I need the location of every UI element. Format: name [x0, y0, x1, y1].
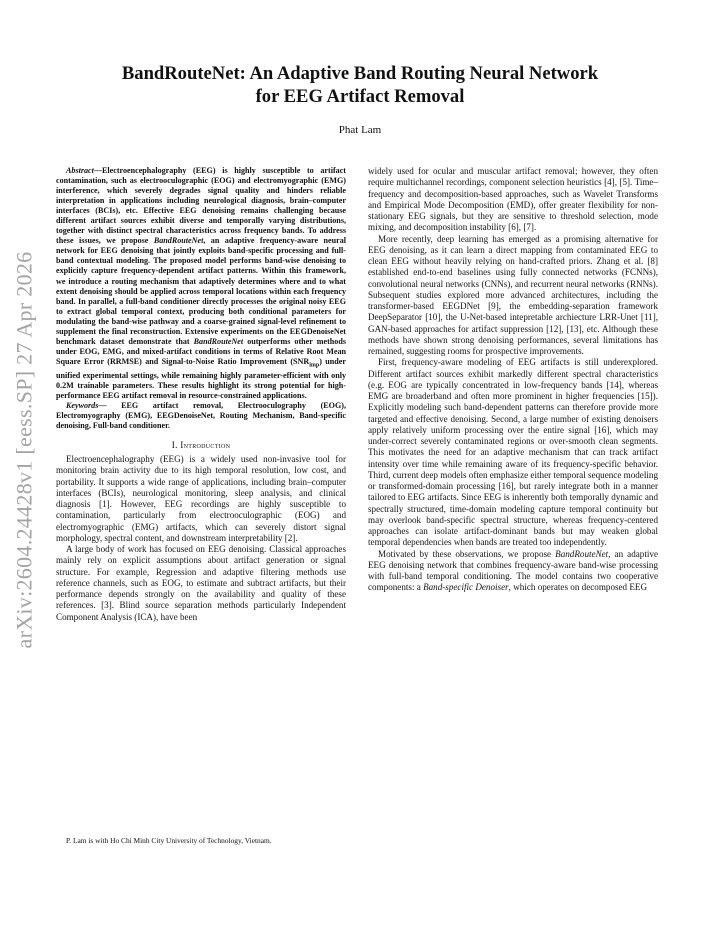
abstract-label: Abstract: [66, 166, 94, 175]
abstract-text-1: Electroencephalography (EEG) is highly susceptible to artifact contamination, such as electrooculographic (EOG) and electromyographic (EMG) interference, which severely degrades signal quality and hinders reliable interpretation in applications including neurological diagnosis, brain–computer interfaces (BCIs), etc. Effective EEG denoising remains challenging because different artifact sources exhibit diverse and temporally varying distributions, together with distinct spectral characteristics across frequency bands. To address these issues, we propose: [56, 166, 346, 246]
abstract-text-4: ) under unified experimental settings, while remaining highly parameter-efficient with only 0.2M trainable parameters. These results highlight its strong potential for high-performance EEG artifact removal in resource-constrained applications.: [56, 356, 346, 400]
intro-paragraph-3: More recently, deep learning has emerged as a promising alternative for EEG denoising, as it can learn a direct mapping from contaminated EEG to clean EEG without heavily relying on hand-crafted priors. Zhang et al. [8] established end-to-end baselines using fully connected networks (FCNNs), convolutional neural networks (CNNs), and recurrent neural networks (RNNs). Subsequent studies explored more advanced architectures, including the transformer-based EEGDNet [9], the embedding-separation framework DeepSeparator [10], the U-Net-based intepretable archiecture LRR-Unet [11], GAN-based approaches for artifact suppression [12], [13], etc. Although these methods have shown strong denoising performances, several limitations has remained, suggesting rooms for prospective improvements.: [368, 233, 658, 356]
abstract-model-name-2: BandRouteNet: [193, 336, 244, 346]
abstract-dash: —: [93, 166, 102, 175]
title-line-1: BandRouteNet: An Adaptive Band Routing Neural Network: [121, 63, 599, 84]
intro-paragraph-1: Electroencephalography (EEG) is a widely used non-invasive tool for monitoring brain activity due to its high temporal resolution, low cost, and portability. It supports a wide range of applications, including brain–computer interfaces (BCIs), neurological monitoring, sleep analysis, and clinical diagnosis [1]. However, EEG recordings are highly susceptible to contamination, particularly from electrooculographic (EOG) and electromyographic (EMG) artifacts, which can severely distort signal morphology, spectral content, and downstream interpretability [2].: [56, 454, 346, 543]
title-line-2: for EEG Artifact Removal: [255, 86, 465, 107]
intro-p5-model-name: BandRouteNet: [555, 548, 609, 559]
intro-p5-text-2: , an adaptive EEG denoising network that combines frequency-aware band-wise processing with full-band temporal conditioning. The model contains two cooperative components: a: [368, 548, 658, 593]
intro-paragraph-2: A large body of work has focused on EEG denoising. Classical approaches mainly rely on explicit assumptions about artifact generation or signal structure. For example, Regression and adaptive filtering methods use reference channels, such as EOG, to estimate and subtract artifacts, but their performance depends strongly on the availability and quality of these references. [3]. Blind source separation methods particularly Independent Component Analysis (ICA), have been: [56, 544, 346, 622]
abstract-text-2: , an adaptive frequency-aware neural network for EEG denoising that jointly exploits band-specific processing and full-band contextual modeling. The proposed model performs band-wise denoising to explicitly capture frequency-dependent artifact patterns. Within this framework, we introduce a routing mechanism that adaptively determines where and to what extent denoising should be applied across temporal locations within each frequency band. In parallel, a full-band conditioner directly processes the original noisy EEG to extract global temporal context, producing both conditional parameters for modulating the band-wise pathway and a coarse-grained signal-level refinement to supplement the final reconstruction. Extensive experiments on the EEGDenoiseNet benchmark dataset demonstrate that: [56, 236, 346, 346]
intro-p5-text-3: , which operates on decomposed EEG: [508, 582, 648, 593]
intro-p5-component-name: Band-specific Denoiser: [423, 582, 509, 593]
abstract-model-name-1: BandRouteNet: [153, 236, 204, 246]
keywords-label: Keywords: [66, 400, 99, 410]
abstract-subscript: imp: [309, 362, 320, 369]
section-heading-introduction: I. Introduction: [171, 439, 231, 450]
intro-paragraph-4: First, frequency-aware modeling of EEG artifacts is still underexplored. Different artifact sources exhibit markedly different spectral characteristics (e.g. EOG are typically concentrated in low-frequency bands [14], whereas EMG are broaderband and often more prominent in higher frequencies [15]). Explicitly modeling such band-dependent patterns can therefore provide more targeted and effective denoising. Second, a large number of existing denoisers apply relatively uniform processing over the entire signal [16], which may under-correct severely contaminated regions or over-smooth clean segments. This motivates the need for an adaptive mechanism that can track artifact intensity over time while remaining aware of its frequency-specific behavior. Third, current deep models often emphasize either temporal sequence modeling or transformed-domain processing [16], but rarely integrate both in a manner tailored to EEG artifacts. Since EEG is inherently both temporally dynamic and spectrally structured, time-domain modeling capture temporal continuity but may overlook band-specific spectral structure, whereas frequency-centered approaches can isolate artifact-dominant bands but may weaken global temporal dependencies when bands are treated too independently.: [368, 357, 658, 548]
affiliation-footnote: P. Lam is with Ho Chi Minh City University of Technology, Vietnam.: [66, 836, 272, 845]
intro-paragraph-2-continued: widely used for ocular and muscular artifact removal; however, they often require multichannel recordings, component selection heuristics [4], [5]. Time–frequency and decomposition-based approaches, such as Wavelet Transforms and Empirical Mode Decomposition (EMD), offer greater flexibility for non-stationary EEG signals, but they are sensitive to threshold selection, mode mixing, and decomposition instability [6], [7].: [368, 166, 658, 233]
right-column: [368, 166, 658, 594]
arxiv-identifier: arXiv:2604.24428v1 [eess.SP] 27 Apr 2026: [11, 251, 37, 649]
author-name: Phat Lam: [338, 124, 382, 136]
arxiv-watermark: [4, 250, 44, 650]
intro-p5-text-1: Motivated by these observations, we propose: [378, 548, 556, 559]
paper-title: [60, 62, 660, 108]
keywords-text: — EEG artifact removal, Electrooculography (EOG), Electromyography (EMG), EEGDenoiseNet, Routing Mechanism, Band-specific denoising, Full-band conditioner.: [56, 400, 346, 430]
keywords: [56, 401, 346, 431]
left-column: [56, 166, 346, 623]
intro-paragraph-5: [368, 549, 658, 594]
abstract-text-3: outperforms other methods under EOG, EMG, and mixed-artifact conditions in terms of Relative Root Mean Square Error (RRMSE) and Signal-to-Noise Ratio Improvement (SNR: [56, 336, 346, 366]
abstract: [56, 166, 346, 401]
